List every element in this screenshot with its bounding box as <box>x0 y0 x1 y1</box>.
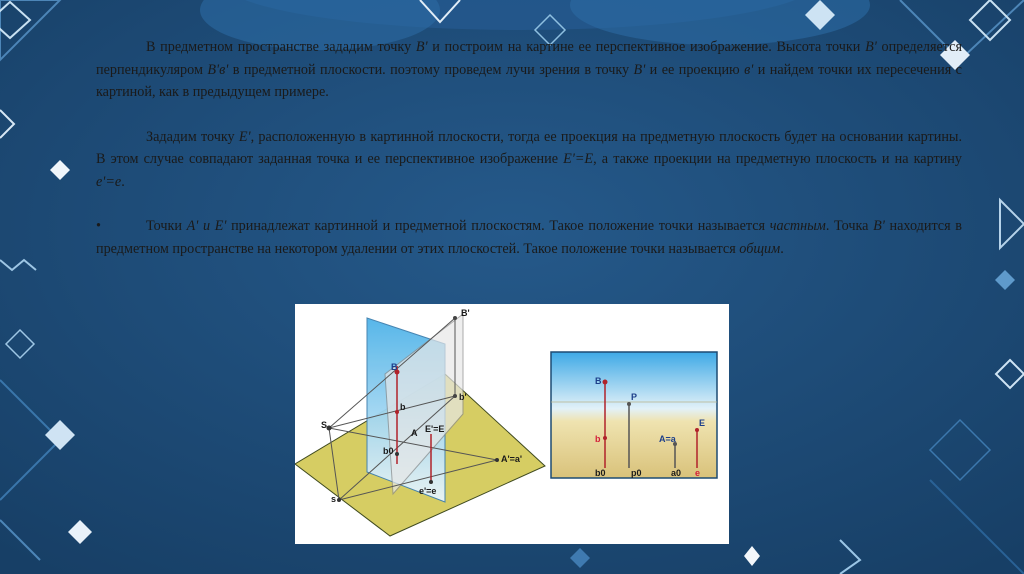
label-P: P <box>631 392 638 402</box>
label-B-prime: B' <box>461 308 470 318</box>
point-label: в' <box>744 61 754 78</box>
term-text: общим <box>739 240 781 257</box>
label-A: A <box>411 428 418 438</box>
point-label: E' <box>238 128 251 145</box>
term-text: частным <box>769 218 826 234</box>
slide-text <box>96 36 962 260</box>
point-label: e'=e <box>96 173 122 190</box>
point-label: B' <box>415 39 428 55</box>
label-S: S <box>321 420 328 430</box>
point-label: B' <box>633 61 646 78</box>
bullet-mark: • <box>96 218 101 234</box>
picture-frame <box>551 352 717 478</box>
label-a0: a0 <box>671 468 682 478</box>
figure-drawing <box>295 304 729 544</box>
label-s: s <box>331 494 337 504</box>
label-b0: b0 <box>383 446 394 456</box>
point-label: B' <box>865 39 877 55</box>
para3-text: находится в предметном пространстве на некотором удалении от этих плоскостей. Такое положение точки называется <box>96 218 962 257</box>
right-diagram <box>551 352 717 478</box>
para2-text: , а также проекции на предметную плоскость и на картину <box>593 151 962 167</box>
label-e: e <box>695 468 701 478</box>
para1-text: и найдем точки их пересечения с картиной, как в предыдущем примере. <box>96 61 962 100</box>
para3-text: . Точка <box>825 218 874 234</box>
label-A-prime-a-prime: A'=a' <box>501 454 523 464</box>
point-label: B'в' <box>207 61 229 78</box>
label-b-prime: b' <box>459 392 467 402</box>
para2-text: Зададим точку <box>146 128 239 145</box>
label-A-a: A=a <box>659 434 676 444</box>
point-label: A' и E' <box>186 218 227 234</box>
label-E: E <box>699 418 706 428</box>
para2-text: . <box>121 173 125 190</box>
para3-text: принадлежат картинной и предметной плоскостям. Такое положение точки называется <box>226 218 770 234</box>
left-diagram <box>295 308 545 536</box>
para2-text: , расположенную в картинной плоскости, тогда ее проекция на предметную плоскость будет на основании картины. В этом случае совпадают заданная точка и ее перспективное изображение <box>96 128 962 167</box>
paragraph-2 <box>96 126 962 194</box>
perspective-figure <box>295 304 729 544</box>
label-b: b <box>400 402 406 412</box>
label-B: B <box>391 362 398 372</box>
label-b0: b0 <box>595 468 606 478</box>
paragraph-3 <box>96 215 962 260</box>
para3-text: . <box>780 240 784 257</box>
para1-text: и построим на картине ее перспективное изображение. Высота точки <box>427 39 866 55</box>
point-label: E'=E <box>563 151 594 167</box>
para1-text: в предметной плоскости. поэтому проведем лучи зрения в точку <box>228 61 634 78</box>
label-b: b <box>595 434 601 444</box>
label-p0: p0 <box>631 468 642 478</box>
para1-text: и ее проекцию <box>645 61 745 78</box>
label-B: B <box>595 376 602 386</box>
point-label: B' <box>873 218 885 234</box>
para1-text: определяется перпендикуляром <box>96 39 962 78</box>
para3-text: Точки <box>146 218 187 234</box>
label-e-prime-e: e'=e <box>419 486 437 496</box>
label-E-prime-E: E'=E <box>425 424 445 434</box>
paragraph-1 <box>96 36 962 104</box>
para1-text: В предметном пространстве зададим точку <box>146 39 416 55</box>
